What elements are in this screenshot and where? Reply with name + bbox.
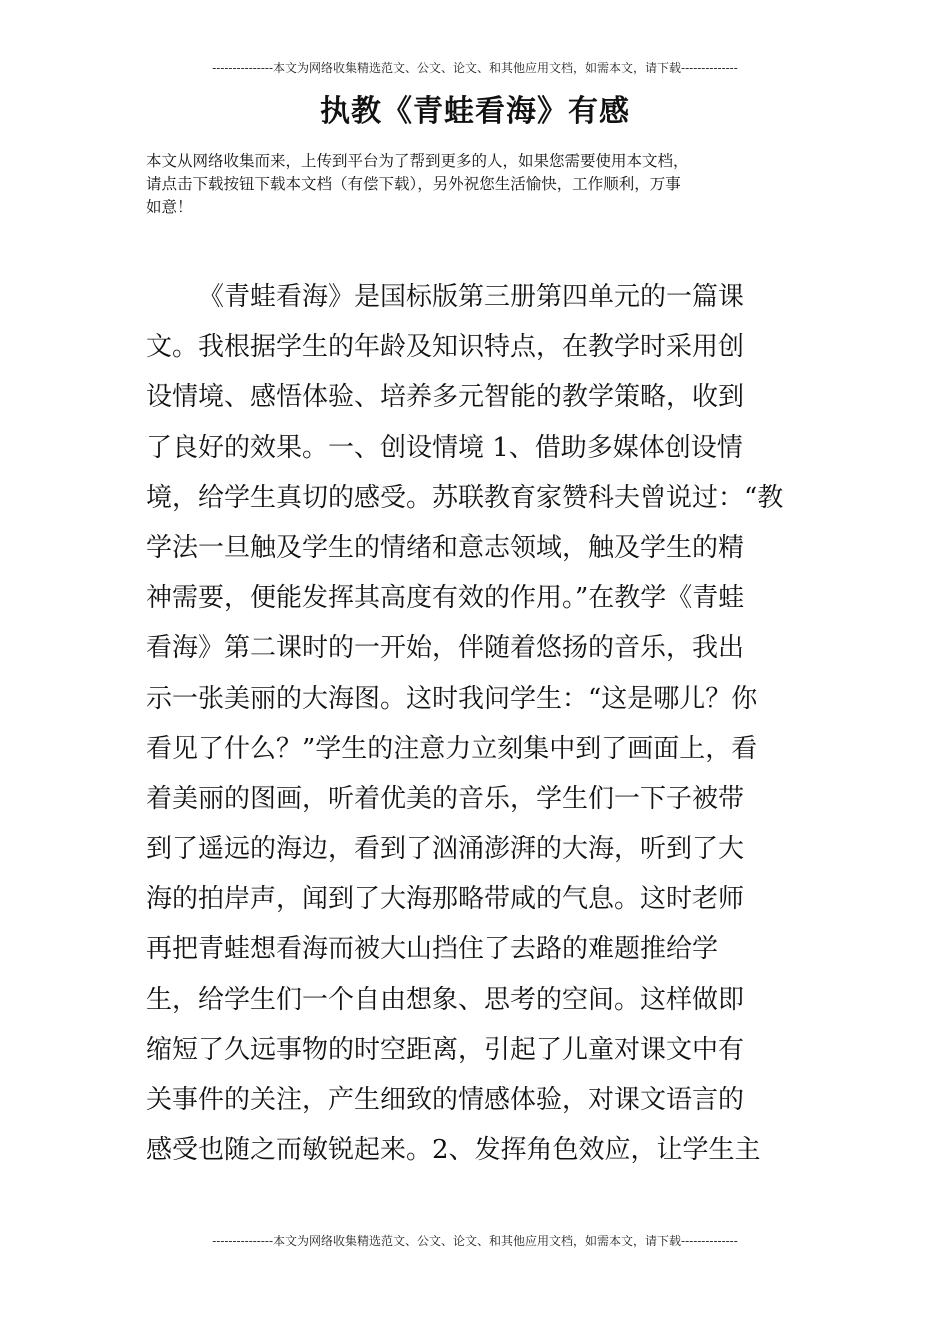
body-line: 再把青蛙想看海而被大山挡住了去路的难题推给学 xyxy=(146,934,719,965)
document-title: 执教《青蛙看海》有感 xyxy=(320,94,630,129)
body-line: 缩短了久远事物的时空距离，引起了儿童对课文中有 xyxy=(146,1034,745,1065)
intro-line: 请点击下载按钮下载本文档（有偿下载），另外祝您生活愉快，工作顺利，万事 xyxy=(146,175,681,193)
header-banner: ---------------本文为网络收集精选范文、公文、论文、和其他应用文档，如需本文，请下载-------------- xyxy=(212,61,738,75)
body-line: 学法一旦触及学生的情绪和意志领域，触及学生的精 xyxy=(146,532,745,563)
body-line: 文。我根据学生的年龄及知识特点，在教学时采用创 xyxy=(146,332,745,363)
body-line: 到了遥远的海边，看到了汹涌澎湃的大海，听到了大 xyxy=(146,834,745,865)
intro-line: 本文从网络收集而来，上传到平台为了帮到更多的人，如果您需要使用本文档， xyxy=(146,152,689,170)
body-line: 看见了什么？”学生的注意力立刻集中到了画面上，看 xyxy=(146,733,758,764)
intro-line: 如意！ xyxy=(146,198,193,216)
body-line: 海的拍岸声，闻到了大海那略带咸的气息。这时老师 xyxy=(146,884,745,915)
body-line: 境，给学生真切的感受。苏联教育家赞科夫曾说过：“教 xyxy=(146,482,784,513)
body-line: 关事件的关注，产生细致的情感体验，对课文语言的 xyxy=(146,1085,745,1115)
body-line: 了良好的效果。一、创设情境 1、借助多媒体创设情 xyxy=(146,432,743,463)
body-line: 着美丽的图画，听着优美的音乐，学生们一下子被带 xyxy=(146,783,745,814)
footer-banner: ---------------本文为网络收集精选范文、公文、论文、和其他应用文档，如需本文，请下载-------------- xyxy=(212,1234,738,1248)
body-line: 神需要，便能发挥其高度有效的作用。”在教学《青蛙 xyxy=(146,583,745,614)
body-line: 感受也随之而敏锐起来。2、发挥角色效应，让学生主 xyxy=(146,1135,761,1166)
intro-paragraph xyxy=(146,150,816,219)
body-line: 生，给学生们一个自由想象、思考的空间。这样做即 xyxy=(146,984,745,1015)
body-line: 设情境、感悟体验、培养多元智能的教学策略，收到 xyxy=(146,382,745,413)
body-line: 《青蛙看海》是国标版第三册第四单元的一篇课 xyxy=(198,282,745,312)
body-line: 看海》第二课时的一开始，伴随着悠扬的音乐，我出 xyxy=(146,633,745,664)
body-line: 示一张美丽的大海图。这时我问学生：“这是哪儿？你 xyxy=(146,683,758,714)
body-paragraph xyxy=(146,272,816,1175)
